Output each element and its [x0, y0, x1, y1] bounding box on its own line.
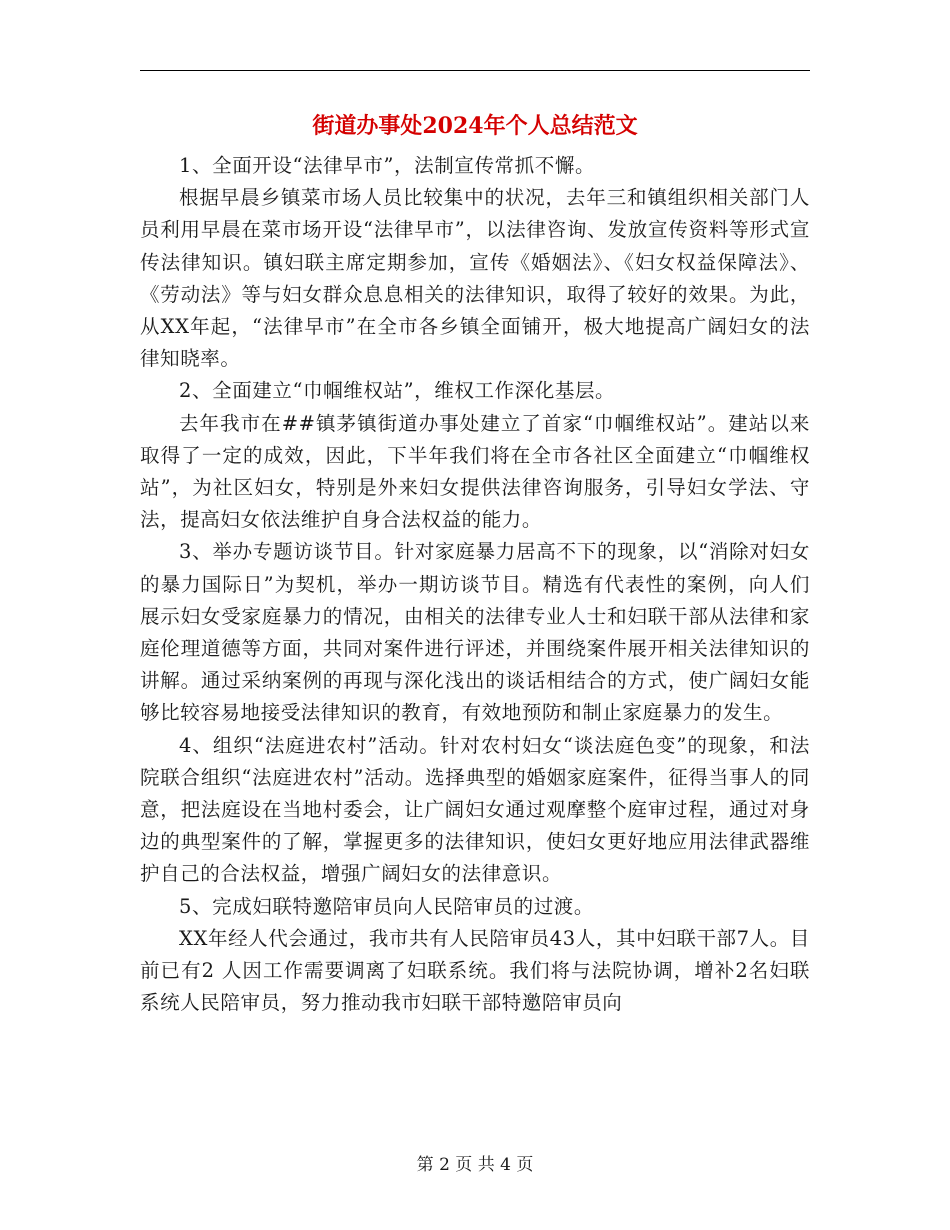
paragraph-5-heading: 5、完成妇联特邀陪审员向人民陪审员的过渡。 — [179, 894, 595, 918]
paragraph-4: 4、组织“法庭进农村”活动。针对农村妇女“谈法庭色变”的现象，和法院联合组织“法庭进农村”活动。选择典型的婚姻家庭案件，征得当事人的同意，把法庭设在当地村委会，让广阔妇女通过观摩整个庭审过程，通过对身边的典型案件的了解，掌握更多的法律知识，使妇女更好地应用法律武器维护自己的合法权益，增强广阔妇女的法律意识。 — [140, 733, 810, 886]
header-rule — [140, 70, 810, 71]
paragraph-2-heading: 2、全面建立“巾帼维权站”，维权工作深化基层。 — [179, 379, 616, 403]
document-title: 街道办事处2024年个人总结范文 — [312, 113, 638, 139]
paragraph-2-body: 去年我市在##镇茅镇街道办事处建立了首家“巾帼维权站”。建站以来取得了一定的成效，因此，下半年我们将在全市各社区全面建立“巾帼维权站”，为社区妇女，特别是外来妇女提供法律咨询服务，引导妇女学法、守法，提高妇女依法维护自身合法权益的能力。 — [140, 411, 810, 532]
paragraph-1-heading: 1、全面开设“法律早市”，法制宣传常抓不懈。 — [179, 154, 596, 177]
document-body — [140, 150, 810, 1019]
page-footer: 第 2 页 共 4 页 — [416, 1155, 534, 1175]
paragraph-1-body: 根据早晨乡镇菜市场人员比较集中的状况，去年三和镇组织相关部门人员利用早晨在菜市场开设“法律早市”，以法律咨询、发放宣传资料等形式宣传法律知识。镇妇联主席定期参加，宣传《婚姻法》、《妇女权益保障法》、《劳动法》等与妇女群众息息相关的法律知识，取得了较好的效果。为此，从XX年起，“法律早市”在全市各乡镇全面铺开，极大地提高广阔妇女的法律知晓率。 — [140, 186, 810, 371]
paragraph-5-body: XX年经人代会通过，我市共有人民陪审员43人，其中妇联干部7人。目前已有2 人因工作需要调离了妇联系统。我们将与法院协调，增补2名妇联系统人民陪审员，努力推动我市妇联干部特邀陪审员向 — [140, 926, 810, 1015]
paragraph-3: 3、举办专题访谈节目。针对家庭暴力居高不下的现象，以“消除对妇女的暴力国际日”为契机，举办一期访谈节目。精选有代表性的案例，向人们展示妇女受家庭暴力的情况，由相关的法律专业人士和妇联干部从法律和家庭伦理道德等方面，共同对案件进行评述，并围绕案件展开相关法律知识的讲解。通过采纳案例的再现与深化浅出的谈话相结合的方式，使广阔妇女能够比较容易地接受法律知识的教育，有效地预防和制止家庭暴力的发生。 — [140, 540, 810, 725]
